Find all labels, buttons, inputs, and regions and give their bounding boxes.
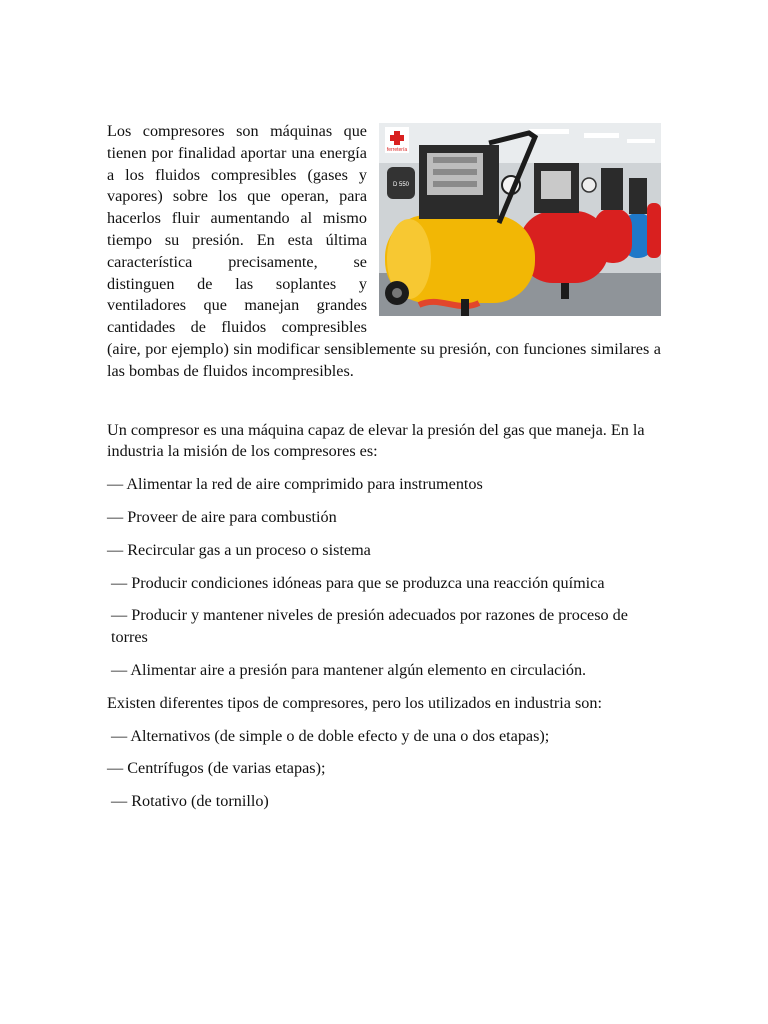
mission-item-2: — Proveer de aire para combustión	[107, 507, 337, 526]
store-logo-text: ferretería	[386, 147, 408, 153]
type-item-2: — Centrífugos (de varias etapas);	[107, 759, 326, 778]
definition-paragraph: Un compresor es una máquina capaz de elevar la presión del gas que maneja. En la industria la misión de los compresores es:	[107, 420, 645, 461]
intro-section	[107, 121, 661, 383]
type-item-3: — Rotativo (de tornillo)	[111, 792, 269, 811]
intro-paragraph: Los compresores son máquinas que tienen por finalidad aportar una energía a los fluidos compresibles (gases y vapores) sobre los que operan, para hacerlos fluir aumentando al mismo tiempo su presión. En esta última característica precisamente, se distinguen de las soplantes y ventiladores que manejan grandes cantidades de fluidos compresibles (aire, por ejemplo) sin modificar sensiblemente su presión, con funciones similares a las bombas de fluidos incompresibles.	[107, 122, 661, 380]
mission-item-6: — Alimentar aire a presión para mantener algún elemento en circulación.	[111, 660, 587, 679]
mission-item-3: — Recircular gas a un proceso o sistema	[107, 540, 371, 559]
document-body	[107, 121, 661, 813]
mission-item-4: — Producir condiciones idóneas para que se produzca una reacción química	[111, 573, 605, 592]
type-item-1: — Alternativos (de simple o de doble efecto y de una o dos etapas);	[111, 726, 550, 745]
mission-item-5: — Producir y mantener niveles de presión adecuados por razones de proceso de torres	[111, 606, 628, 647]
air-compressors-photo	[379, 123, 661, 316]
model-badge: D 550	[392, 182, 410, 188]
types-intro: Existen diferentes tipos de compresores, pero los utilizados en industria son:	[107, 693, 602, 712]
mission-item-1: — Alimentar la red de aire comprimido para instrumentos	[107, 475, 483, 494]
